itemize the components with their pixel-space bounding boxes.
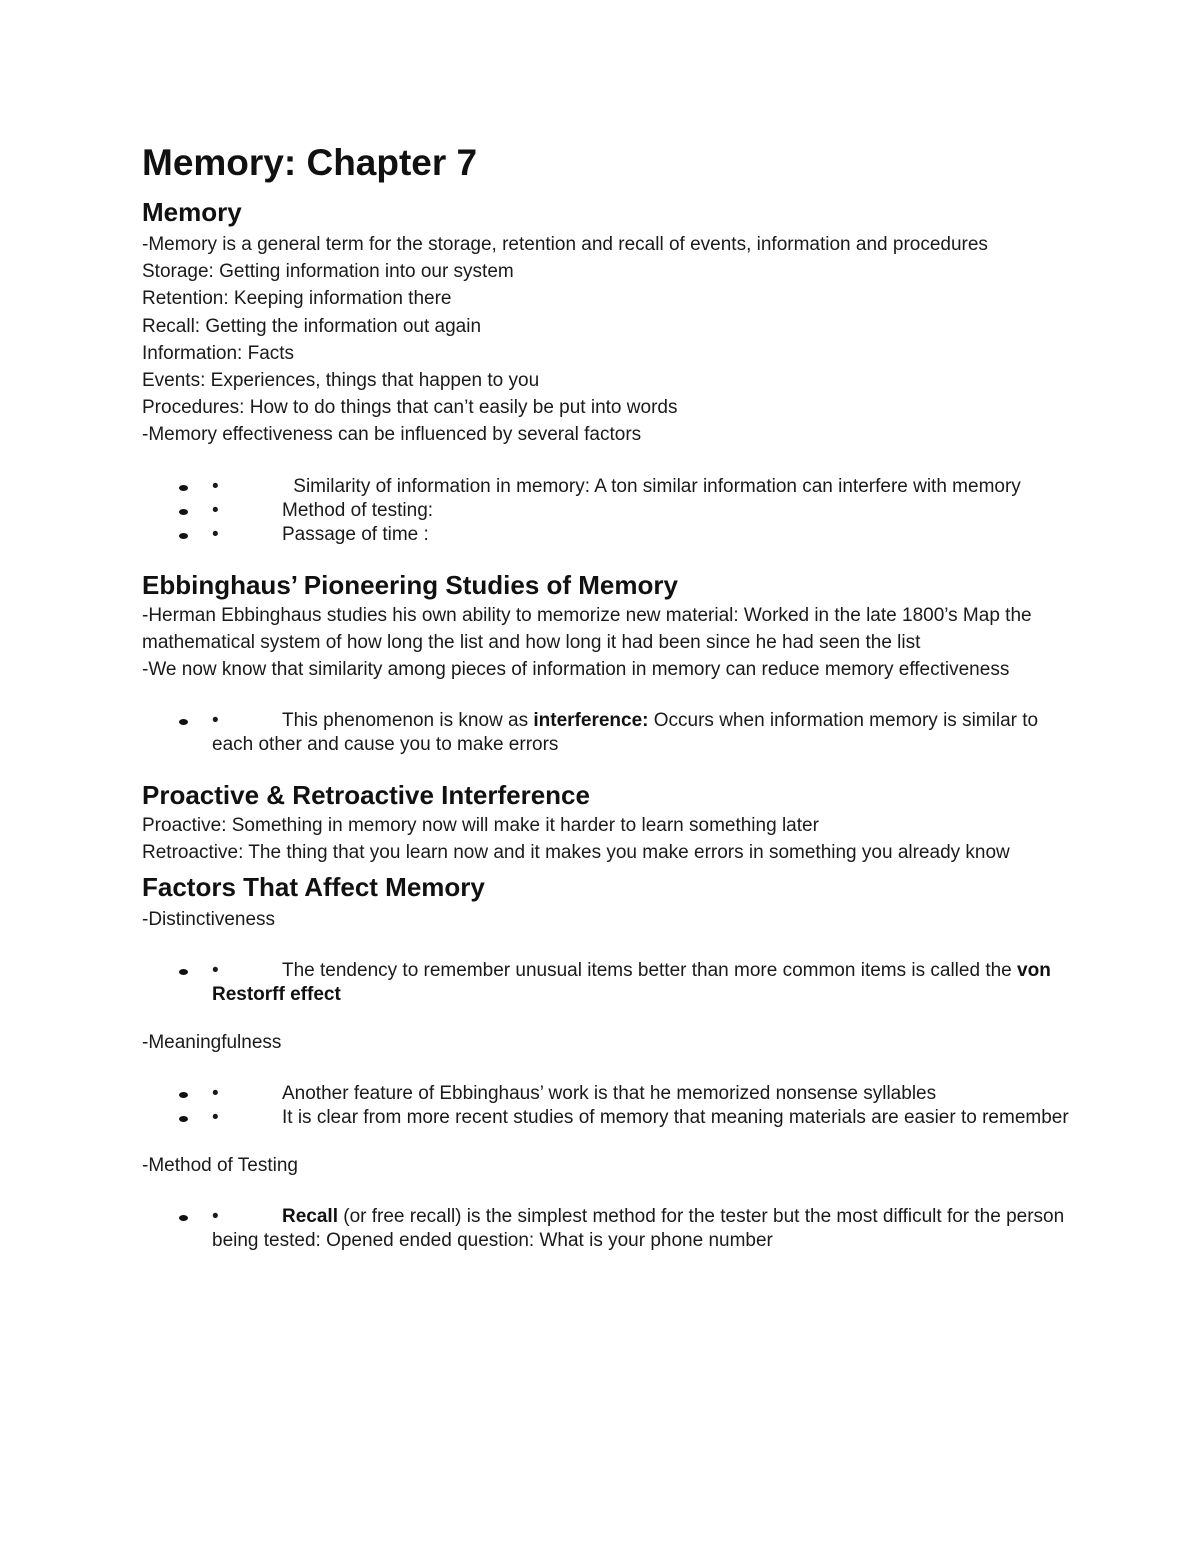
memory-factor-list — [142, 475, 1082, 547]
list-item — [142, 959, 1082, 1007]
list-item-text: Occurs when information memory is similar to each other and cause you to make errors — [212, 710, 1039, 756]
list-item — [142, 499, 1082, 523]
section-heading-factors: Factors That Affect Memory — [142, 871, 485, 902]
memory-line: Events: Experiences, things that happen to you — [142, 370, 540, 392]
list-item-text: The tendency to remember unusual items better than more common items is called the — [282, 959, 1018, 981]
bullet-dot-icon — [179, 485, 188, 491]
meaningfulness-list — [142, 1082, 1082, 1130]
section-heading-ebbinghaus: Ebbinghaus’ Pioneering Studies of Memory — [142, 569, 678, 600]
list-item — [142, 1082, 1082, 1106]
list-item-text: Passage of time : — [282, 523, 429, 545]
factor-label: -Meaningfulness — [142, 1031, 282, 1053]
term-recall: Recall — [282, 1206, 338, 1228]
section-heading-memory: Memory — [142, 197, 242, 227]
term-von-restorff: von Restorff effect — [212, 959, 1051, 1005]
bullet-dot-icon — [179, 719, 188, 725]
distinctiveness-list — [142, 959, 1082, 1007]
inner-bullet: • — [212, 710, 219, 732]
bullet-dot-icon — [179, 969, 188, 975]
memory-line: Retention: Keeping information there — [142, 288, 452, 310]
proactive-line: Proactive: Something in memory now will make it harder to learn something later — [142, 815, 819, 837]
list-item — [142, 1106, 1082, 1130]
memory-line: Storage: Getting information into our system — [142, 261, 514, 283]
inner-bullet: • — [212, 1107, 219, 1129]
bullet-dot-icon — [179, 533, 188, 539]
memory-line: Information: Facts — [142, 342, 295, 364]
list-item — [142, 709, 1082, 757]
list-item — [142, 475, 1082, 499]
bullet-dot-icon — [179, 509, 188, 515]
inner-bullet: • — [212, 523, 219, 545]
bullet-dot-icon — [179, 1215, 188, 1221]
list-item — [142, 523, 1082, 547]
memory-line: -Memory effectiveness can be influenced by several factors — [142, 424, 642, 446]
list-item — [142, 1205, 1082, 1253]
memory-line: -Memory is a general term for the storage, retention and recall of events, information and procedures — [142, 234, 988, 255]
interference-list — [142, 709, 1082, 757]
bullet-dot-icon — [179, 1116, 188, 1122]
inner-bullet: • — [212, 475, 219, 497]
factor-label: -Method of Testing — [142, 1155, 298, 1177]
page-title: Memory: Chapter 7 — [142, 142, 478, 183]
memory-line: Recall: Getting the information out again — [142, 315, 482, 337]
ebbinghaus-paragraph: -Herman Ebbinghaus studies his own ability to memorize new material: Worked in the late 1800’s Map the mathematical system of how long the list and how long it had been since he had seen the list — [142, 604, 1032, 653]
list-item-text: This phenomenon is know as — [282, 710, 534, 732]
inner-bullet: • — [212, 959, 219, 981]
list-item-text: Another feature of Ebbinghaus’ work is that he memorized nonsense syllables — [282, 1083, 937, 1105]
inner-bullet: • — [212, 499, 219, 521]
inner-bullet: • — [212, 1206, 219, 1228]
ebbinghaus-paragraph: -We now know that similarity among pieces of information in memory can reduce memory effectiveness — [142, 659, 1010, 681]
term-interference: interference: — [533, 710, 649, 732]
list-item-text: Similarity of information in memory: A ton similar information can interfere with memory — [293, 475, 1021, 497]
memory-line: Procedures: How to do things that can’t easily be put into words — [142, 397, 678, 419]
bullet-dot-icon — [179, 1092, 188, 1098]
inner-bullet: • — [212, 1083, 219, 1105]
method-list — [142, 1205, 1082, 1253]
list-item-text: (or free recall) is the simplest method for the tester but the most difficult for the person being tested: Opened ended question: What is your phone number — [212, 1206, 1065, 1252]
retroactive-line: Retroactive: The thing that you learn now and it makes you make errors in something you already know — [142, 842, 1010, 864]
section-heading-interference: Proactive & Retroactive Interference — [142, 780, 590, 811]
document-page — [142, 140, 1082, 1253]
factor-label: -Distinctiveness — [142, 908, 276, 930]
list-item-text: It is clear from more recent studies of memory that meaning materials are easier to remember — [282, 1107, 1069, 1129]
list-item-text: Method of testing: — [282, 499, 434, 521]
